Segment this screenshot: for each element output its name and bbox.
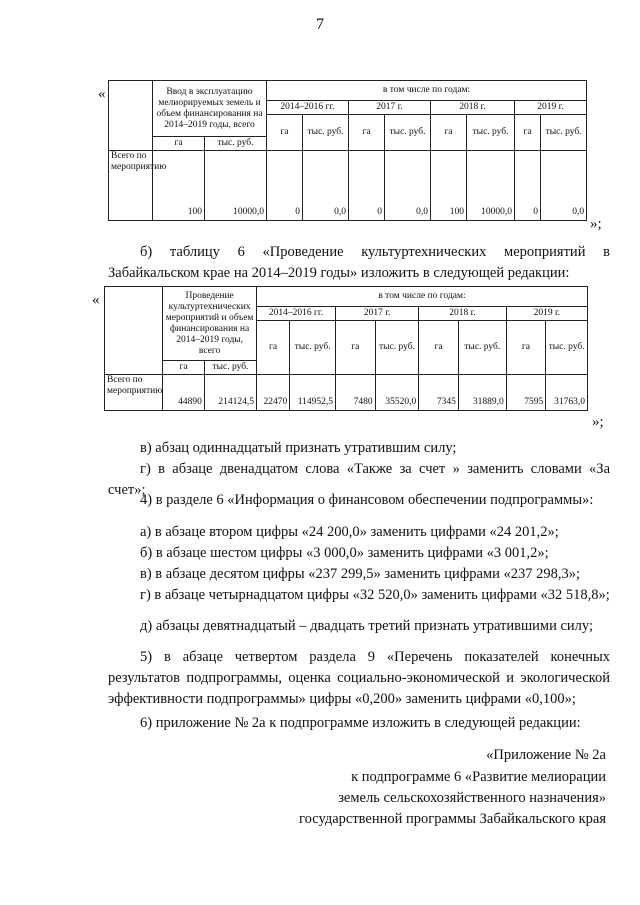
table2-year-3: 2018 г. (419, 307, 506, 321)
table1-year-3: 2018 г. (431, 101, 515, 115)
table1-open-quote: « (98, 86, 106, 102)
table1-total-unit-ha: га (153, 137, 205, 151)
paragraph-b-sixth: б) в абзаце шестом цифры «3 000,0» заменить цифрами «3 001,2»; (140, 545, 549, 561)
table1-value-2: 10000,0 (205, 151, 267, 221)
table2-unit-rub-3: тыс. руб. (458, 321, 506, 375)
paragraph-section-9: 5) в абзаце четвертом раздела 9 «Перечень показателей конечных результатов подпрограммы, оценка социально-экономической и экологической эффективности подпрограммы» цифры «0,200» заменить цифрами «0,100»; (108, 649, 610, 707)
table2-unit-ha-1: га (256, 321, 289, 375)
table1-value-5: 0 (349, 151, 385, 221)
table2-header-span: в том числе по годам: (256, 287, 587, 307)
table2-unit-ha-4: га (506, 321, 546, 375)
table1-header-main: Ввод в эксплуатацию мелиорируемых земель и объем финансирования на 2014–2019 годы, всего (153, 81, 267, 137)
table1-value-4: 0,0 (303, 151, 349, 221)
table2-unit-ha-3: га (419, 321, 459, 375)
paragraph-g-abzac: г) в абзаце двенадцатом слова «Также за счет » заменить словами «За счет»; (108, 461, 610, 498)
table2-value-5: 7480 (336, 375, 376, 411)
table1-unit-rub-1: тыс. руб. (303, 115, 349, 151)
table1-unit-ha-4: га (515, 115, 541, 151)
table1-year-4: 2019 г. (515, 101, 587, 115)
table1-value-8: 10000,0 (467, 151, 515, 221)
table1-unit-ha-3: га (431, 115, 467, 151)
table1-value-10: 0,0 (541, 151, 587, 221)
table2-value-7: 7345 (419, 375, 459, 411)
table2-total-unit-ha: га (163, 361, 205, 375)
appendix-line-2: земель сельскохозяйственного назначения» (338, 790, 606, 806)
table2-corner-cell (105, 287, 163, 375)
table2-total-unit-rub: тыс. руб. (204, 361, 256, 375)
table1-unit-rub-3: тыс. руб. (467, 115, 515, 151)
table2-value-2: 214124,5 (204, 375, 256, 411)
table1-unit-rub-2: тыс. руб. (385, 115, 431, 151)
table2-value-10: 31763,0 (546, 375, 588, 411)
table2-value-9: 7595 (506, 375, 546, 411)
table2 (104, 286, 588, 411)
table2-header-main: Проведение культуртехнических мероприятий и объем финансирования на 2014–2019 годы, всего (163, 287, 257, 361)
table1-unit-ha-1: га (267, 115, 303, 151)
table1-total-unit-rub: тыс. руб. (205, 137, 267, 151)
table1-unit-ha-2: га (349, 115, 385, 151)
table1-value-1: 100 (153, 151, 205, 221)
table1-value-6: 0,0 (385, 151, 431, 221)
paragraph-table6: б) таблицу 6 «Проведение культуртехнических мероприятий в Забайкальском крае на 2014–2019 годы» изложить в следующей редакции: (108, 244, 610, 281)
table1-header-span: в том числе по годам: (267, 81, 587, 101)
paragraph-v-abzac: в) абзац одиннадцатый признать утратившим силу; (140, 440, 457, 456)
table2-value-8: 31889,0 (458, 375, 506, 411)
table1 (108, 80, 587, 221)
table2-unit-rub-4: тыс. руб. (546, 321, 588, 375)
table2-row-label: Всего по мероприятию (105, 375, 163, 411)
table1-year-1: 2014–2016 гг. (267, 101, 349, 115)
table2-year-1: 2014–2016 гг. (256, 307, 335, 321)
paragraph-appendix-2a: 6) приложение № 2а к подпрограмме изложить в следующей редакции: (140, 715, 581, 731)
paragraph-section-6: 4) в разделе 6 «Информация о финансовом обеспечении подпрограммы»: (140, 492, 594, 508)
table1-value-9: 0 (515, 151, 541, 221)
table2-unit-ha-2: га (336, 321, 376, 375)
table1-unit-rub-4: тыс. руб. (541, 115, 587, 151)
table1-value-7: 100 (431, 151, 467, 221)
table1-close-mark: »; (590, 216, 602, 232)
table2-year-2: 2017 г. (336, 307, 419, 321)
appendix-title: «Приложение № 2а (486, 747, 606, 763)
table1-row-label: Всего по мероприятию (109, 151, 153, 221)
paragraph-v-tenth: в) в абзаце десятом цифры «237 299,5» заменить цифрами «237 298,3»; (140, 566, 580, 582)
paragraph-a-second: а) в абзаце втором цифры «24 200,0» заменить цифрами «24 201,2»; (140, 524, 559, 540)
table1-corner-cell (109, 81, 153, 151)
table1-value-3: 0 (267, 151, 303, 221)
table2-year-4: 2019 г. (506, 307, 587, 321)
table2-value-6: 35520,0 (375, 375, 419, 411)
table2-value-1: 44890 (163, 375, 205, 411)
appendix-line-3: государственной программы Забайкальского края (299, 811, 606, 827)
table2-unit-rub-2: тыс. руб. (375, 321, 419, 375)
table1-year-2: 2017 г. (349, 101, 431, 115)
table2-value-4: 114952,5 (290, 375, 336, 411)
table2-open-quote: « (92, 292, 100, 308)
page-number: 7 (316, 16, 324, 33)
table2-value-3: 22470 (256, 375, 289, 411)
table2-close-mark: »; (592, 414, 604, 430)
paragraph-g-fourteenth: г) в абзаце четырнадцатом цифры «32 520,0» заменить цифрами «32 518,8»; (140, 587, 610, 603)
appendix-line-1: к подпрограмме 6 «Развитие мелиорации (351, 769, 606, 785)
table2-unit-rub-1: тыс. руб. (290, 321, 336, 375)
paragraph-d-abzacy: д) абзацы девятнадцатый – двадцать третий признать утратившими силу; (140, 618, 593, 634)
